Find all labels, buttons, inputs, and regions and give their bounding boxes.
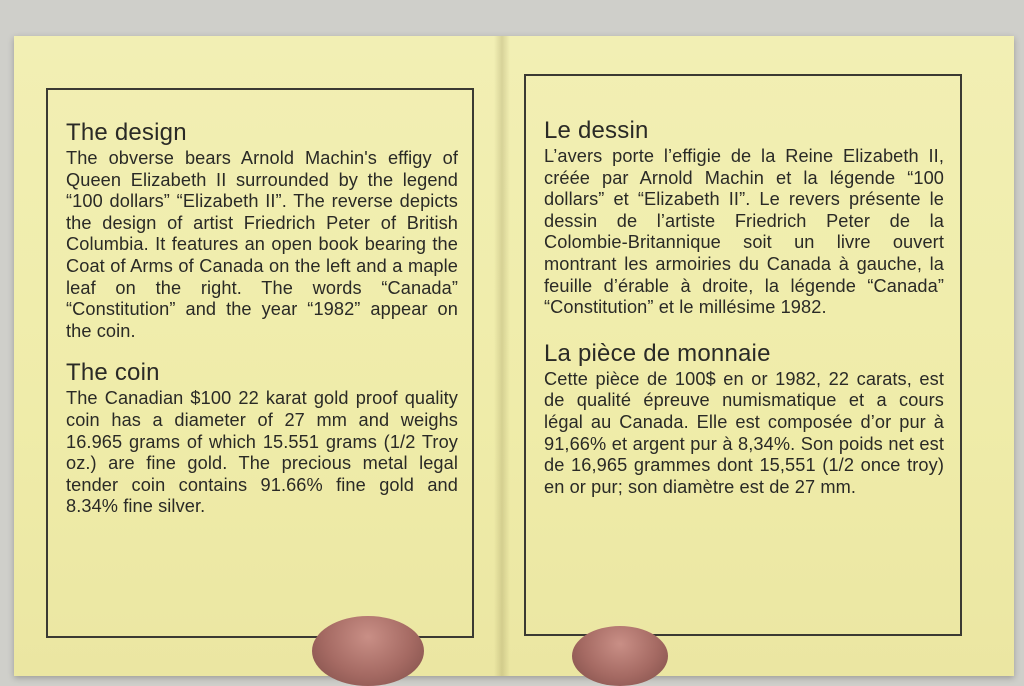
coin-text-en: The Canadian $100 22 karat gold proof quality coin has a diameter of 27 mm and weighs 16.965 grams of which 15.551 grams (1/2 Troy oz.) are fine gold. The precious metal legal tender coin contains 91.66% fine gold and 8.34% fine silver. [66, 388, 458, 517]
design-text-en: The obverse bears Arnold Machin's effigy of Queen Elizabeth II surrounded by the legend “100 dollars” “Elizabeth II”. The reverse depicts the design of artist Friedrich Peter of British Columbia. It features an open book bearing the Coat of Arms of Canada on the left and a maple leaf on the right. The words “Canada” “Constitution” and the year “1982” appear on the coin. [66, 148, 458, 341]
english-panel [46, 88, 474, 638]
left-thumb [312, 616, 424, 686]
coin-heading-fr: La pièce de monnaie [544, 339, 771, 367]
english-column [66, 118, 458, 518]
coin-heading-en: The coin [66, 359, 160, 387]
booklet-fold [494, 36, 510, 676]
french-panel [524, 74, 962, 636]
right-thumb [572, 626, 668, 686]
design-heading-en: The design [66, 119, 187, 146]
french-column [544, 116, 944, 498]
coin-text-fr: Cette pièce de 100$ en or 1982, 22 carats, est de qualité épreuve numismatique et a cours légal au Canada. Elle est composée d’or pur à 91,66% et argent pur à 8,34%. Son poids net est de 16,965 grammes dont 15,551 (1/2 once troy) en or pur; son diamètre est de 27 mm. [544, 368, 944, 497]
design-heading-fr: Le dessin [544, 117, 649, 144]
design-text-fr: L’avers porte l’effigie de la Reine Elizabeth II, créée par Arnold Machin et la légende “100 dollars” et “Elizabeth II”. Le revers présente le dessin de l’artiste Friedrich Peter de la Colombie-Britannique soit un livre ouvert montrant les armoiries du Canada à gauche, la feuille d’érable à droite, la légende “Canada” “Constitution” et le millésime 1982. [544, 146, 944, 318]
